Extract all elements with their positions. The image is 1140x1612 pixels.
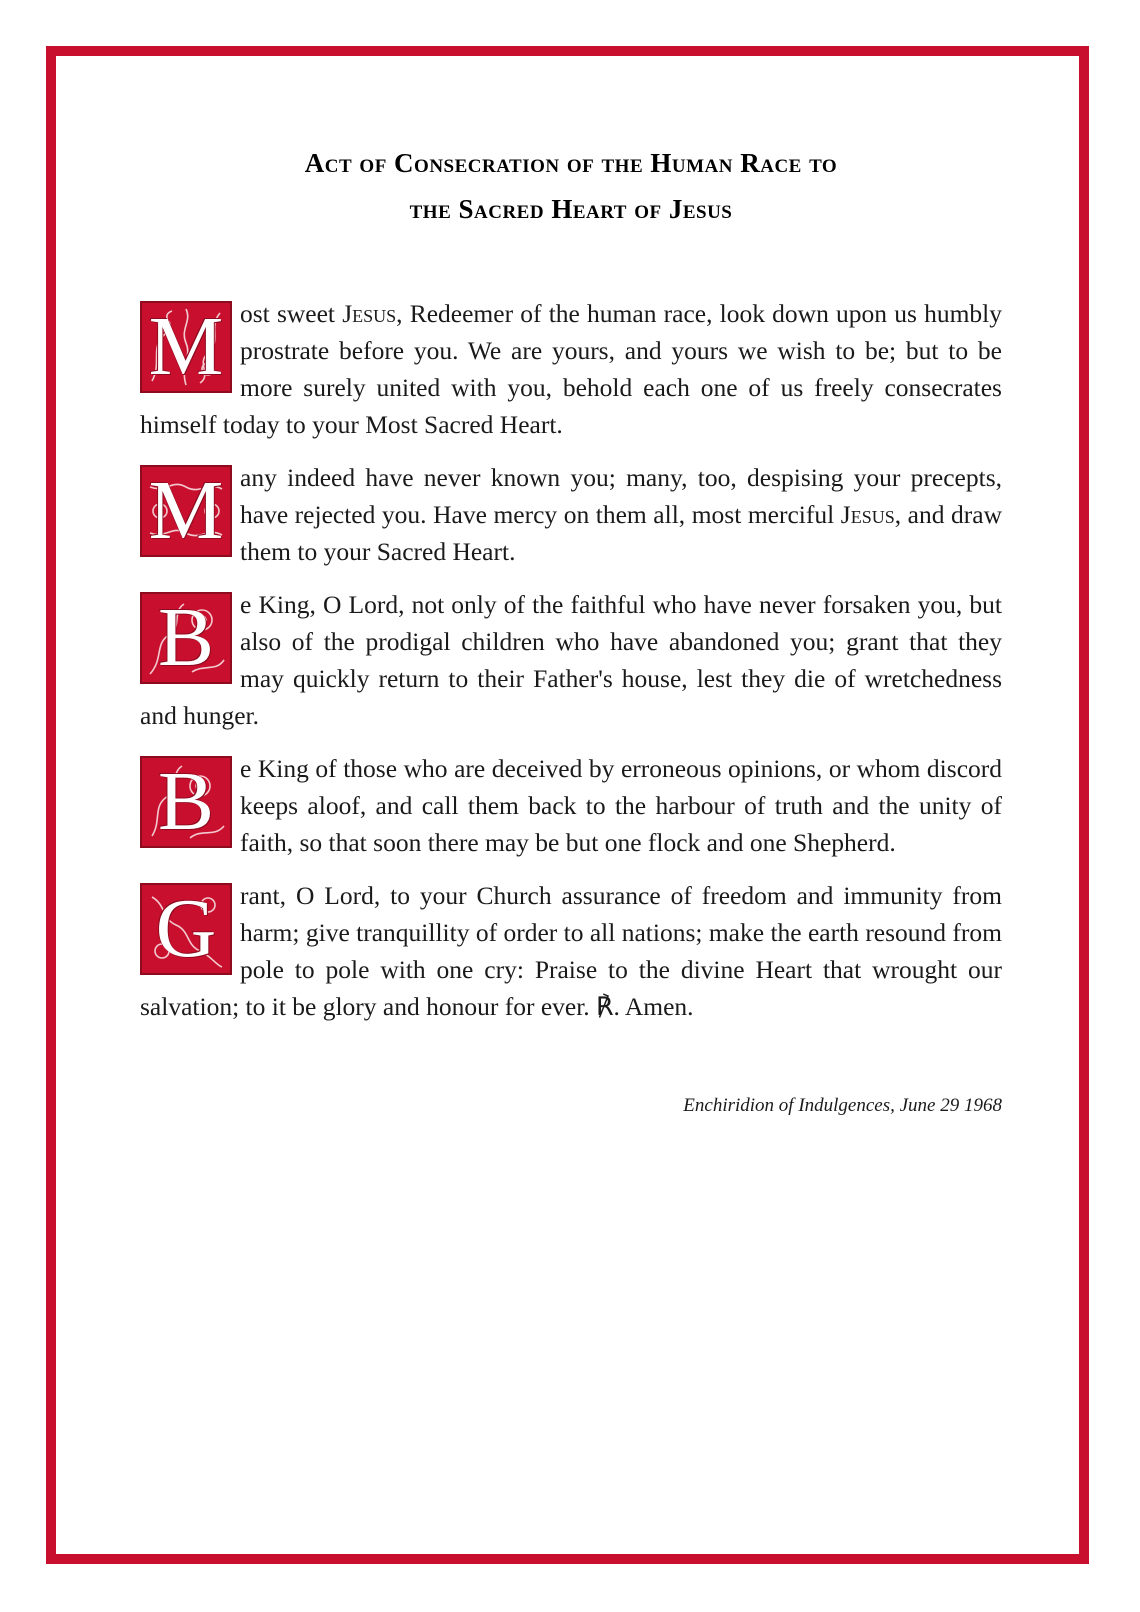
initial-letter: M — [148, 464, 224, 557]
paragraph-1-name: Jesus — [342, 299, 397, 328]
initial-letter: B — [157, 755, 215, 848]
paragraph-2-text-a: any indeed have never known you; many, too, despising your precepts, have rejected you. Have mercy on them all, most merciful — [240, 463, 1002, 529]
paragraph-1 — [140, 295, 1002, 443]
paragraph-4 — [140, 750, 1002, 861]
paragraph-1-text-b: , Redeemer of the human race, look down upon us humbly prostrate before you. We are yours, and yours we wish to be; but to be more surely united with you, behold each one of us freely consecrates himself today to your Most Sacred Heart. — [140, 299, 1002, 439]
paragraph-1-text-a: ost sweet — [240, 299, 343, 328]
paragraph-3-text: e King, O Lord, not only of the faithful who have never forsaken you, but also of the prodigal children who have abandoned you; grant that they may quickly return to their Father's house, lest they die of wretchedness and hunger. — [140, 590, 1002, 730]
paragraph-2-text-b: , and draw them to your Sacred Heart. — [240, 500, 1003, 566]
initial-letter: M — [148, 300, 224, 393]
paragraph-5-text: rant, O Lord, to your Church assurance of freedom and immunity from harm; give tranquillity of order to all nations; make the earth resound from pole to pole with one cry: Praise to the divine Heart that wrought our salvation; to it be glory and honour for ever. ℟. Amen. — [140, 881, 1002, 1021]
illuminated-initial-b — [140, 756, 232, 848]
paragraph-2-name: Jesus — [840, 500, 895, 529]
illuminated-initial-g — [140, 883, 232, 975]
illuminated-initial-m — [140, 301, 232, 393]
paragraph-5 — [140, 877, 1002, 1025]
paragraph-2 — [140, 459, 1002, 570]
title-line-1: Act of Consecration of the Human Race to — [304, 148, 838, 178]
title-line-2: the Sacred Heart of Jesus — [409, 194, 733, 224]
illuminated-initial-m — [140, 465, 232, 557]
document-title — [140, 140, 1002, 232]
initial-letter: G — [155, 882, 217, 975]
initial-letter: B — [157, 591, 215, 684]
illuminated-initial-b — [140, 592, 232, 684]
source-citation: Enchiridion of Indulgences, June 29 1968 — [683, 1095, 1002, 1116]
paragraph-3 — [140, 586, 1002, 734]
paragraph-4-text: e King of those who are deceived by erroneous opinions, or whom discord keeps aloof, and call them back to the harbour of truth and the unity of faith, so that soon there may be but one flock and one Shepherd. — [240, 754, 1002, 857]
prayer-body — [140, 295, 1002, 1041]
